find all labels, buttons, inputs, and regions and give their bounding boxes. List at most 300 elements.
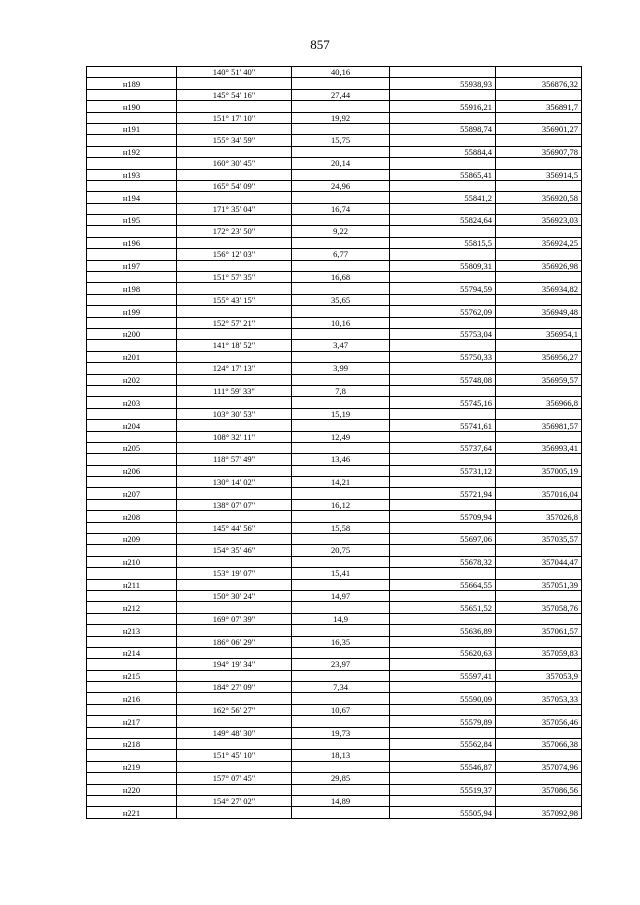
x-coordinate-cell: [390, 294, 496, 305]
distance-cell: [292, 123, 390, 134]
x-coordinate-cell: 55841,2: [390, 192, 496, 203]
distance-cell: 35,65: [292, 294, 390, 305]
x-coordinate-cell: 55697,06: [390, 534, 496, 545]
x-coordinate-cell: [390, 659, 496, 670]
y-coordinate-cell: 356949,48: [496, 306, 582, 317]
angle-cell: 154° 27' 02": [177, 796, 292, 807]
point-id-cell: н218: [87, 739, 177, 750]
point-row: [87, 215, 582, 226]
y-coordinate-cell: [496, 363, 582, 374]
angle-cell: [177, 488, 292, 499]
segment-row: [87, 773, 582, 784]
angle-cell: 138° 07' 07": [177, 499, 292, 510]
x-coordinate-cell: [390, 272, 496, 283]
point-id-cell: [87, 727, 177, 738]
angle-cell: 155° 43' 15": [177, 294, 292, 305]
point-id-cell: н217: [87, 716, 177, 727]
distance-cell: 12,49: [292, 431, 390, 442]
segment-row: [87, 499, 582, 510]
distance-cell: 20,75: [292, 545, 390, 556]
y-coordinate-cell: [496, 294, 582, 305]
distance-cell: 16,12: [292, 499, 390, 510]
segment-row: [87, 408, 582, 419]
distance-cell: [292, 625, 390, 636]
angle-cell: [177, 716, 292, 727]
x-coordinate-cell: [390, 590, 496, 601]
segment-row: [87, 317, 582, 328]
point-id-cell: н199: [87, 306, 177, 317]
y-coordinate-cell: 357058,76: [496, 602, 582, 613]
y-coordinate-cell: [496, 340, 582, 351]
point-id-cell: [87, 385, 177, 396]
distance-cell: 9,22: [292, 226, 390, 237]
y-coordinate-cell: [496, 249, 582, 260]
y-coordinate-cell: 356981,57: [496, 420, 582, 431]
angle-cell: 152° 57' 21": [177, 317, 292, 328]
point-id-cell: [87, 363, 177, 374]
x-coordinate-cell: [390, 363, 496, 374]
segment-row: [87, 249, 582, 260]
angle-cell: [177, 784, 292, 795]
distance-cell: 40,16: [292, 67, 390, 78]
distance-cell: 15,75: [292, 135, 390, 146]
x-coordinate-cell: [390, 112, 496, 123]
x-coordinate-cell: [390, 340, 496, 351]
point-id-cell: [87, 590, 177, 601]
angle-cell: 151° 17' 10": [177, 112, 292, 123]
point-id-cell: [87, 477, 177, 488]
distance-cell: 6,77: [292, 249, 390, 260]
y-coordinate-cell: [496, 636, 582, 647]
angle-cell: [177, 534, 292, 545]
angle-cell: [177, 374, 292, 385]
angle-cell: 169° 07' 39": [177, 613, 292, 624]
segment-row: [87, 294, 582, 305]
y-coordinate-cell: [496, 796, 582, 807]
table-body: [87, 67, 582, 819]
angle-cell: [177, 351, 292, 362]
angle-cell: 141° 18' 52": [177, 340, 292, 351]
point-id-cell: [87, 67, 177, 78]
segment-row: [87, 67, 582, 78]
angle-cell: 172° 23' 50": [177, 226, 292, 237]
distance-cell: 24,96: [292, 180, 390, 191]
angle-cell: 130° 14' 02": [177, 477, 292, 488]
segment-row: [87, 704, 582, 715]
segment-row: [87, 112, 582, 123]
angle-cell: [177, 397, 292, 408]
point-row: [87, 579, 582, 590]
angle-cell: 124° 17' 13": [177, 363, 292, 374]
angle-cell: 155° 34' 59": [177, 135, 292, 146]
y-coordinate-cell: [496, 226, 582, 237]
x-coordinate-cell: 55916,21: [390, 101, 496, 112]
segment-row: [87, 203, 582, 214]
segment-row: [87, 454, 582, 465]
point-row: [87, 784, 582, 795]
point-id-cell: н201: [87, 351, 177, 362]
y-coordinate-cell: 357005,19: [496, 465, 582, 476]
angle-cell: [177, 625, 292, 636]
angle-cell: [177, 670, 292, 681]
point-id-cell: н203: [87, 397, 177, 408]
angle-cell: 186° 06' 29": [177, 636, 292, 647]
distance-cell: [292, 488, 390, 499]
distance-cell: [292, 579, 390, 590]
point-id-cell: [87, 431, 177, 442]
distance-cell: [292, 328, 390, 339]
x-coordinate-cell: [390, 408, 496, 419]
x-coordinate-cell: [390, 682, 496, 693]
distance-cell: 10,67: [292, 704, 390, 715]
point-id-cell: [87, 659, 177, 670]
segment-row: [87, 477, 582, 488]
x-coordinate-cell: [390, 613, 496, 624]
y-coordinate-cell: [496, 522, 582, 533]
y-coordinate-cell: 356956,27: [496, 351, 582, 362]
point-id-cell: н209: [87, 534, 177, 545]
y-coordinate-cell: 357051,39: [496, 579, 582, 590]
distance-cell: 14,9: [292, 613, 390, 624]
y-coordinate-cell: [496, 112, 582, 123]
angle-cell: 151° 45' 10": [177, 750, 292, 761]
distance-cell: 15,19: [292, 408, 390, 419]
angle-cell: [177, 260, 292, 271]
y-coordinate-cell: 357086,56: [496, 784, 582, 795]
y-coordinate-cell: 356934,82: [496, 283, 582, 294]
angle-cell: [177, 215, 292, 226]
point-row: [87, 237, 582, 248]
distance-cell: [292, 647, 390, 658]
distance-cell: [292, 670, 390, 681]
y-coordinate-cell: [496, 545, 582, 556]
point-id-cell: н200: [87, 328, 177, 339]
angle-cell: [177, 237, 292, 248]
angle-cell: [177, 442, 292, 453]
y-coordinate-cell: [496, 454, 582, 465]
distance-cell: 29,85: [292, 773, 390, 784]
angle-cell: [177, 169, 292, 180]
y-coordinate-cell: 357035,57: [496, 534, 582, 545]
x-coordinate-cell: [390, 499, 496, 510]
point-row: [87, 670, 582, 681]
distance-cell: [292, 739, 390, 750]
point-id-cell: н206: [87, 465, 177, 476]
x-coordinate-cell: 55884,4: [390, 146, 496, 157]
point-id-cell: [87, 682, 177, 693]
point-id-cell: н190: [87, 101, 177, 112]
angle-cell: [177, 123, 292, 134]
segment-row: [87, 180, 582, 191]
x-coordinate-cell: [390, 454, 496, 465]
y-coordinate-cell: [496, 568, 582, 579]
angle-cell: 171° 35' 04": [177, 203, 292, 214]
point-id-cell: [87, 568, 177, 579]
point-id-cell: н221: [87, 807, 177, 818]
point-id-cell: [87, 135, 177, 146]
x-coordinate-cell: [390, 750, 496, 761]
y-coordinate-cell: [496, 203, 582, 214]
segment-row: [87, 135, 582, 146]
y-coordinate-cell: [496, 773, 582, 784]
distance-cell: [292, 693, 390, 704]
x-coordinate-cell: 55678,32: [390, 556, 496, 567]
x-coordinate-cell: [390, 158, 496, 169]
angle-cell: 154° 35' 46": [177, 545, 292, 556]
x-coordinate-cell: [390, 385, 496, 396]
distance-cell: [292, 283, 390, 294]
x-coordinate-cell: 55762,09: [390, 306, 496, 317]
y-coordinate-cell: [496, 89, 582, 100]
point-id-cell: н204: [87, 420, 177, 431]
x-coordinate-cell: 55505,94: [390, 807, 496, 818]
point-row: [87, 260, 582, 271]
point-row: [87, 761, 582, 772]
y-coordinate-cell: [496, 317, 582, 328]
distance-cell: 15,58: [292, 522, 390, 533]
point-id-cell: [87, 636, 177, 647]
boundary-coordinates-table: [86, 66, 582, 819]
segment-row: [87, 636, 582, 647]
x-coordinate-cell: 55546,87: [390, 761, 496, 772]
x-coordinate-cell: 55794,59: [390, 283, 496, 294]
point-id-cell: н211: [87, 579, 177, 590]
x-coordinate-cell: 55753,04: [390, 328, 496, 339]
y-coordinate-cell: 356924,25: [496, 237, 582, 248]
x-coordinate-cell: 55731,12: [390, 465, 496, 476]
distance-cell: 14,89: [292, 796, 390, 807]
distance-cell: [292, 556, 390, 567]
distance-cell: 19,73: [292, 727, 390, 738]
segment-row: [87, 158, 582, 169]
y-coordinate-cell: 356993,41: [496, 442, 582, 453]
distance-cell: [292, 397, 390, 408]
distance-cell: 3,47: [292, 340, 390, 351]
point-id-cell: н197: [87, 260, 177, 271]
point-row: [87, 739, 582, 750]
distance-cell: 3,99: [292, 363, 390, 374]
angle-cell: 194° 19' 34": [177, 659, 292, 670]
angle-cell: [177, 807, 292, 818]
angle-cell: 150° 30' 24": [177, 590, 292, 601]
x-coordinate-cell: 55562,84: [390, 739, 496, 750]
y-coordinate-cell: [496, 659, 582, 670]
point-row: [87, 465, 582, 476]
distance-cell: 10,16: [292, 317, 390, 328]
point-row: [87, 328, 582, 339]
y-coordinate-cell: 357026,8: [496, 511, 582, 522]
x-coordinate-cell: 55664,55: [390, 579, 496, 590]
y-coordinate-cell: 356959,57: [496, 374, 582, 385]
distance-cell: 19,92: [292, 112, 390, 123]
point-id-cell: н205: [87, 442, 177, 453]
point-id-cell: н189: [87, 78, 177, 89]
x-coordinate-cell: [390, 135, 496, 146]
point-row: [87, 807, 582, 818]
x-coordinate-cell: [390, 203, 496, 214]
distance-cell: [292, 215, 390, 226]
y-coordinate-cell: [496, 158, 582, 169]
x-coordinate-cell: [390, 431, 496, 442]
angle-cell: [177, 192, 292, 203]
point-row: [87, 716, 582, 727]
y-coordinate-cell: [496, 477, 582, 488]
x-coordinate-cell: 55815,5: [390, 237, 496, 248]
point-id-cell: [87, 112, 177, 123]
angle-cell: [177, 693, 292, 704]
angle-cell: [177, 602, 292, 613]
point-id-cell: н214: [87, 647, 177, 658]
x-coordinate-cell: [390, 226, 496, 237]
y-coordinate-cell: [496, 727, 582, 738]
x-coordinate-cell: [390, 317, 496, 328]
x-coordinate-cell: [390, 773, 496, 784]
distance-cell: 23,97: [292, 659, 390, 670]
angle-cell: 140° 51' 40": [177, 67, 292, 78]
y-coordinate-cell: [496, 180, 582, 191]
x-coordinate-cell: 55519,37: [390, 784, 496, 795]
x-coordinate-cell: [390, 796, 496, 807]
x-coordinate-cell: 55620,63: [390, 647, 496, 658]
distance-cell: [292, 465, 390, 476]
y-coordinate-cell: [496, 67, 582, 78]
segment-row: [87, 545, 582, 556]
x-coordinate-cell: 55737,64: [390, 442, 496, 453]
angle-cell: 111° 59' 33": [177, 385, 292, 396]
x-coordinate-cell: [390, 636, 496, 647]
x-coordinate-cell: [390, 249, 496, 260]
distance-cell: [292, 716, 390, 727]
angle-cell: 108° 32' 11": [177, 431, 292, 442]
x-coordinate-cell: [390, 522, 496, 533]
point-row: [87, 442, 582, 453]
segment-row: [87, 522, 582, 533]
segment-row: [87, 682, 582, 693]
y-coordinate-cell: 356891,7: [496, 101, 582, 112]
point-row: [87, 306, 582, 317]
point-id-cell: [87, 158, 177, 169]
segment-row: [87, 431, 582, 442]
point-id-cell: н207: [87, 488, 177, 499]
y-coordinate-cell: 356914,5: [496, 169, 582, 180]
distance-cell: [292, 534, 390, 545]
segment-row: [87, 568, 582, 579]
point-id-cell: [87, 89, 177, 100]
point-id-cell: [87, 249, 177, 260]
segment-row: [87, 796, 582, 807]
segment-row: [87, 340, 582, 351]
distance-cell: [292, 192, 390, 203]
distance-cell: [292, 784, 390, 795]
y-coordinate-cell: 356901,27: [496, 123, 582, 134]
y-coordinate-cell: [496, 408, 582, 419]
point-id-cell: [87, 294, 177, 305]
distance-cell: 7,34: [292, 682, 390, 693]
angle-cell: 165° 54' 09": [177, 180, 292, 191]
x-coordinate-cell: [390, 568, 496, 579]
angle-cell: 145° 54' 16": [177, 89, 292, 100]
angle-cell: 149° 48' 30": [177, 727, 292, 738]
distance-cell: [292, 169, 390, 180]
point-id-cell: н202: [87, 374, 177, 385]
y-coordinate-cell: 356926,98: [496, 260, 582, 271]
y-coordinate-cell: 356923,03: [496, 215, 582, 226]
x-coordinate-cell: [390, 477, 496, 488]
y-coordinate-cell: 357016,04: [496, 488, 582, 499]
y-coordinate-cell: 357053,33: [496, 693, 582, 704]
y-coordinate-cell: 357056,46: [496, 716, 582, 727]
point-row: [87, 625, 582, 636]
angle-cell: [177, 328, 292, 339]
y-coordinate-cell: [496, 385, 582, 396]
x-coordinate-cell: 55824,64: [390, 215, 496, 226]
point-row: [87, 374, 582, 385]
angle-cell: 151° 57' 35": [177, 272, 292, 283]
x-coordinate-cell: [390, 67, 496, 78]
distance-cell: [292, 146, 390, 157]
x-coordinate-cell: 55745,16: [390, 397, 496, 408]
angle-cell: [177, 739, 292, 750]
angle-cell: 157° 07' 45": [177, 773, 292, 784]
point-id-cell: н193: [87, 169, 177, 180]
segment-row: [87, 613, 582, 624]
y-coordinate-cell: [496, 750, 582, 761]
x-coordinate-cell: 55597,41: [390, 670, 496, 681]
angle-cell: [177, 306, 292, 317]
distance-cell: [292, 237, 390, 248]
distance-cell: 16,74: [292, 203, 390, 214]
y-coordinate-cell: 356907,78: [496, 146, 582, 157]
distance-cell: [292, 306, 390, 317]
point-id-cell: [87, 317, 177, 328]
point-id-cell: н191: [87, 123, 177, 134]
point-row: [87, 647, 582, 658]
point-id-cell: н210: [87, 556, 177, 567]
point-id-cell: н208: [87, 511, 177, 522]
angle-cell: [177, 579, 292, 590]
distance-cell: [292, 351, 390, 362]
x-coordinate-cell: [390, 704, 496, 715]
angle-cell: 184° 27' 09": [177, 682, 292, 693]
point-id-cell: н212: [87, 602, 177, 613]
angle-cell: [177, 511, 292, 522]
y-coordinate-cell: [496, 499, 582, 510]
point-id-cell: н198: [87, 283, 177, 294]
distance-cell: 16,35: [292, 636, 390, 647]
angle-cell: [177, 556, 292, 567]
point-row: [87, 556, 582, 567]
distance-cell: [292, 761, 390, 772]
y-coordinate-cell: 357092,98: [496, 807, 582, 818]
segment-row: [87, 272, 582, 283]
angle-cell: [177, 146, 292, 157]
y-coordinate-cell: [496, 613, 582, 624]
x-coordinate-cell: [390, 727, 496, 738]
point-row: [87, 351, 582, 362]
point-row: [87, 169, 582, 180]
x-coordinate-cell: [390, 545, 496, 556]
point-id-cell: [87, 613, 177, 624]
point-id-cell: н220: [87, 784, 177, 795]
distance-cell: 27,44: [292, 89, 390, 100]
point-id-cell: н196: [87, 237, 177, 248]
angle-cell: 153° 19' 07": [177, 568, 292, 579]
point-id-cell: [87, 796, 177, 807]
point-row: [87, 511, 582, 522]
x-coordinate-cell: 55590,09: [390, 693, 496, 704]
y-coordinate-cell: 356966,8: [496, 397, 582, 408]
distance-cell: 16,68: [292, 272, 390, 283]
